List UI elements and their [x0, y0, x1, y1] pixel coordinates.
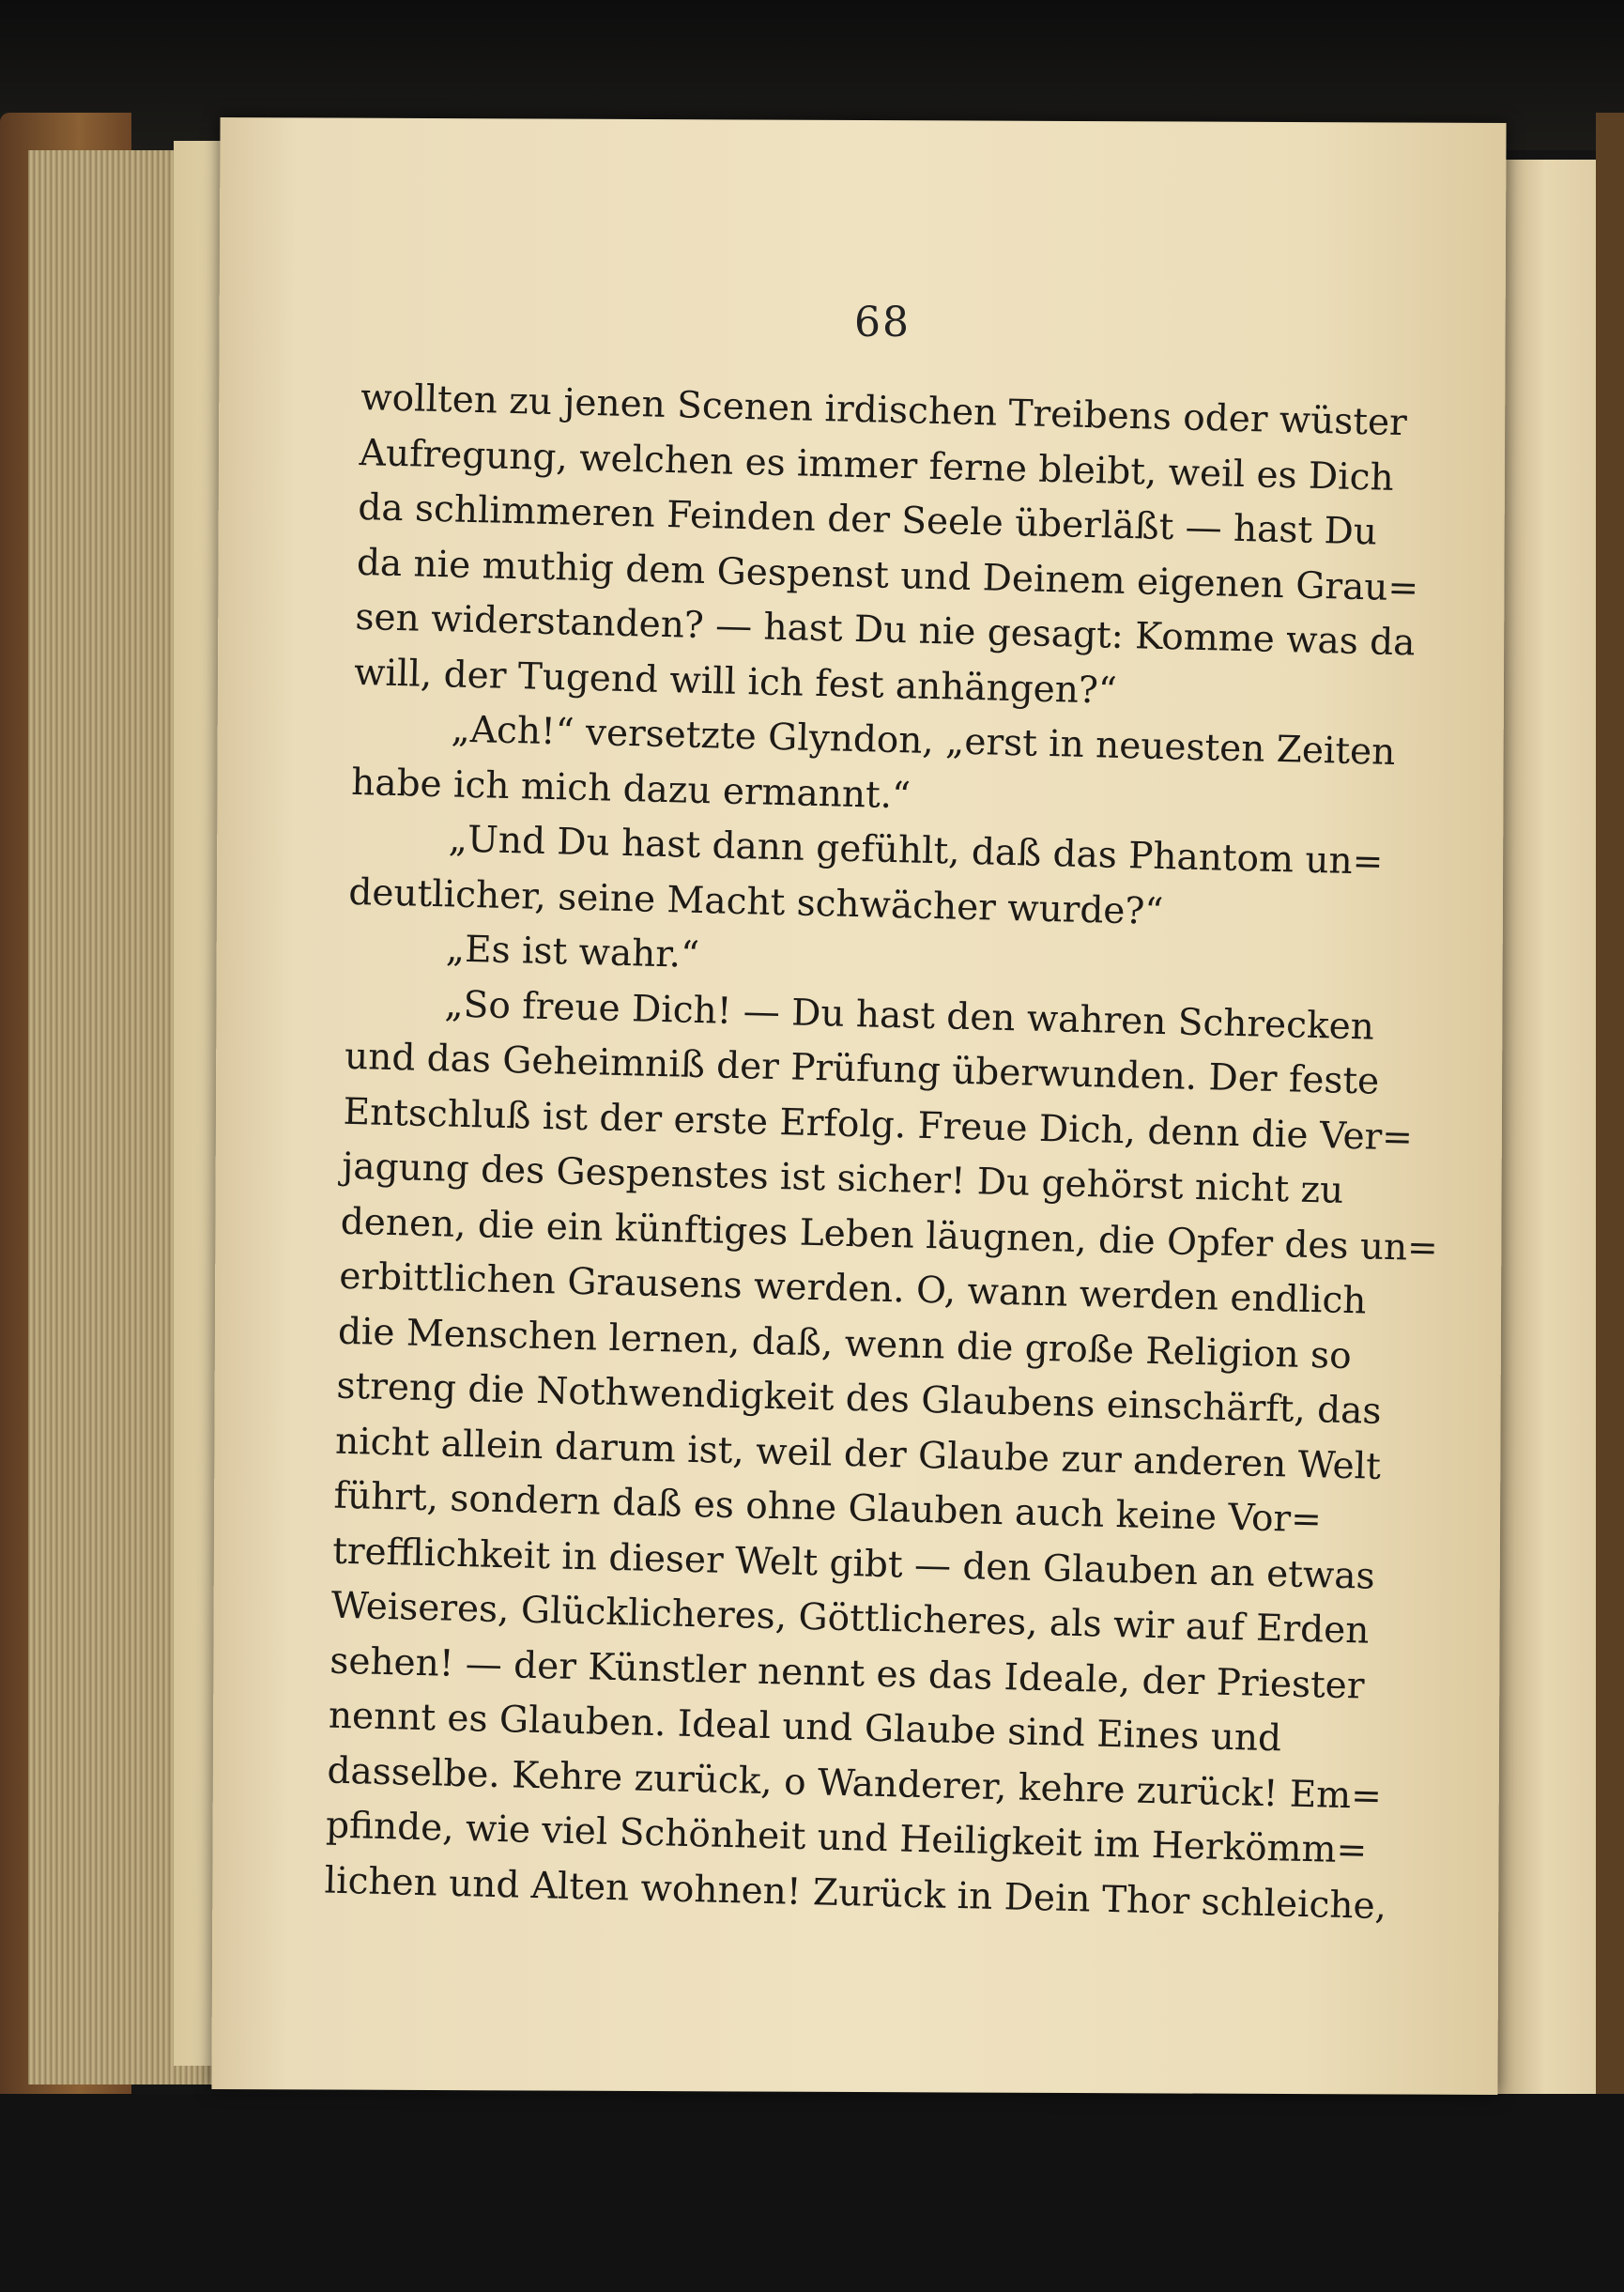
text-line: nennt es Glauben. Ideal und Glaube sind Eines und — [328, 1694, 1282, 1761]
text-line: erbittlichen Grausens werden. O, wann werden endlich — [338, 1254, 1368, 1323]
text-line: die Menschen lernen, daß, wenn die große Religion so — [337, 1310, 1353, 1377]
page-text — [324, 371, 1439, 1933]
text-line: dasselbe. Kehre zurück, o Wanderer, kehre zurück! Em= — [327, 1749, 1383, 1818]
text-line: will, der Tugend will ich fest anhängen?“ — [353, 651, 1118, 713]
text-line: trefflichkeit in dieser Welt gibt — den Glauben an etwas — [331, 1530, 1376, 1598]
text-line: und das Geheimniß der Prüfung überwunden. Der feste — [344, 1035, 1380, 1103]
text-line: pfinde, wie viel Schönheit und Heiligkeit im Herkömm= — [325, 1804, 1368, 1872]
text-line: wollten zu jenen Scenen irdischen Treibens oder wüster — [360, 376, 1408, 445]
book-cover-right — [1596, 113, 1624, 2178]
text-line: streng die Nothwendigkeit des Glaubens einschärft, das — [336, 1364, 1382, 1433]
text-line: da nie muthig dem Gespenst und Deinem eigenen Grau= — [356, 541, 1419, 610]
text-line: jagung des Gespenstes ist sicher! Du gehörst nicht zu — [341, 1145, 1344, 1212]
text-line: lichen und Alten wohnen! Zurück in Dein Thor schleiche, — [324, 1859, 1387, 1928]
text-line: „Es ist wahr.“ — [445, 928, 700, 977]
text-line: „Ach!“ versetzte Glyndon, „erst in neuesten Zeiten — [451, 708, 1396, 775]
text-line: sen widerstanden? — hast Du nie gesagt: Komme was da — [355, 595, 1416, 665]
text-line: „So freue Dich! — Du hast den wahren Schrecken — [444, 982, 1375, 1049]
text-line: „Und Du hast dann gefühlt, daß das Phantom un= — [448, 818, 1384, 884]
text-line: denen, die ein künftiges Leben läugnen, die Opfer des un= — [340, 1200, 1439, 1269]
text-line: nicht allein darum ist, weil der Glaube zur anderen Welt — [334, 1420, 1382, 1488]
text-line: Entschluß ist der erste Erfolg. Freue Dich, denn die Ver= — [343, 1090, 1414, 1160]
background-bottom — [0, 2094, 1624, 2292]
text-line: sehen! — der Künstler nennt es das Ideale, der Priester — [329, 1639, 1366, 1708]
text-line: Weiseres, Glücklicheres, Göttlicheres, als wir auf Erden — [330, 1584, 1370, 1653]
text-line: da schlimmeren Feinden der Seele überläßt — hast Du — [357, 485, 1378, 554]
page-number: 68 — [854, 299, 911, 346]
text-line: führt, sondern daß es ohne Glauben auch keine Vor= — [333, 1474, 1323, 1542]
text-line: deutlicher, seine Macht schwächer wurde?“ — [347, 870, 1164, 933]
text-line: habe ich mich dazu ermannt.“ — [350, 761, 912, 817]
text-line: Aufregung, welchen es immer ferne bleibt, weil es Dich — [359, 431, 1395, 500]
